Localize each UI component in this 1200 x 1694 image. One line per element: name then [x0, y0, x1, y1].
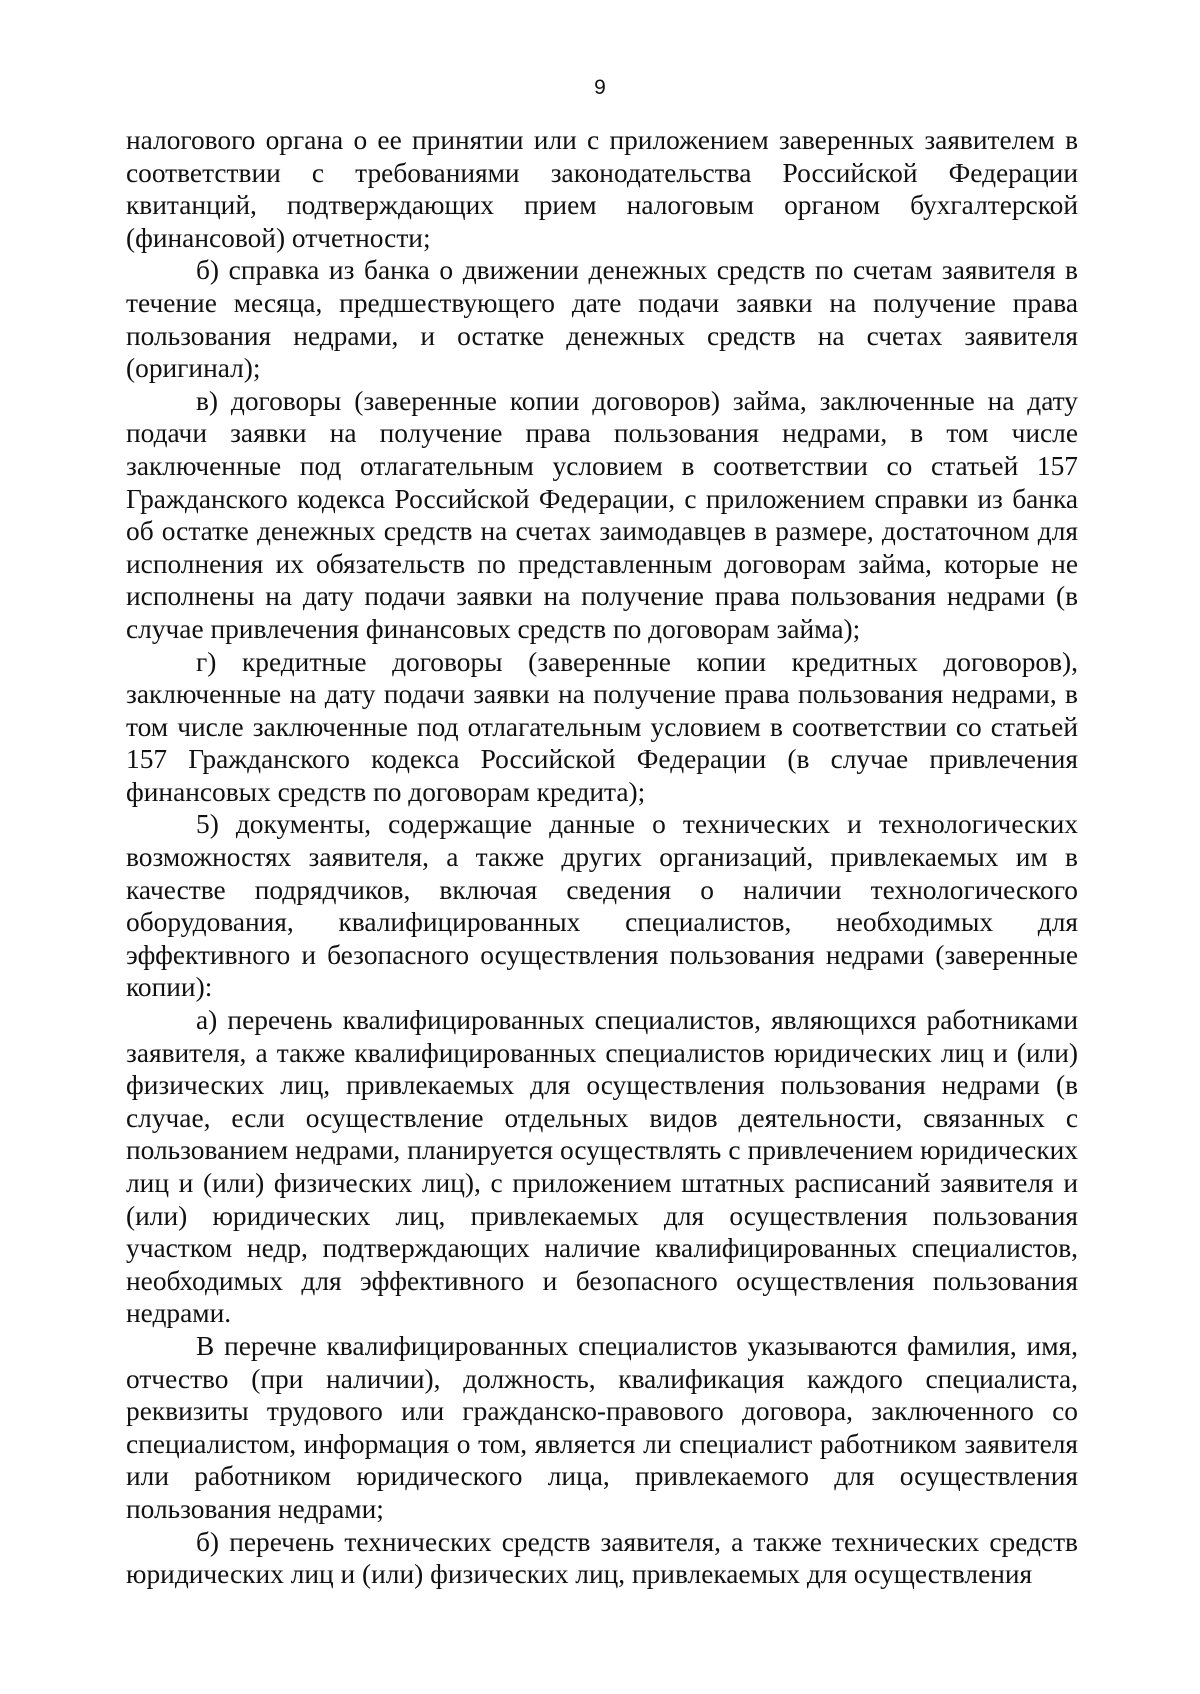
page-number: 9 [594, 76, 606, 99]
paragraph-item-b-technical-means: б) перечень технических средств заявителя, а также технических средств юридических лиц и (или) физических лиц, привлекаемых для осуществления [126, 1526, 1078, 1590]
paragraph-item-5-technical-documents: 5) документы, содержащие данные о технических и технологических возможностях заявителя, а также других организаций, привлекаемых им в качестве подрядчиков, включая сведения о наличии технологического оборудования, квалифицированных специалистов, необходимых для эффективного и безопасного осуществления пользования недрами (заверенные копии): [126, 809, 1078, 1003]
paragraph-item-b-bank-statement: б) справка из банка о движении денежных средств по счетам заявителя в течение месяца, предшествующего дате подачи заявки на получение права пользования недрами, и остатке денежных средств на счетах заявителя (оригинал); [126, 255, 1078, 384]
document-body [126, 124, 1078, 1591]
paragraph-continuation: налогового органа о ее принятии или с приложением заверенных заявителем в соответствии с требованиями законодательства Российской Федерации квитанций, подтверждающих прием налоговым органом бухгалтерской (финансовой) отчетности; [126, 125, 1078, 253]
paragraph-item-v-loan-agreements: в) договоры (заверенные копии договоров) займа, заключенные на дату подачи заявки на получение права пользования недрами, в том числе заключенные под отлагательным условием в соответствии со статьей 157 Гражданского кодекса Российской Федерации, с приложением справки из банка об остатке денежных средств на счетах заимодавцев в размере, достаточном для исполнения их обязательств по представленным договорам займа, которые не исполнены на дату подачи заявки на получение права пользования недрами (в случае привлечения финансовых средств по договорам займа); [126, 385, 1078, 644]
paragraph-item-a-specialists-list: а) перечень квалифицированных специалистов, являющихся работниками заявителя, а также квалифицированных специалистов юридических лиц и (или) физических лиц, привлекаемых для осуществления пользования недрами (в случае, если осуществление отдельных видов деятельности, связанных с пользованием недрами, планируется осуществлять с привлечением юридических лиц и (или) физических лиц), с приложением штатных расписаний заявителя и (или) юридических лиц, привлекаемых для осуществления пользования участком недр, подтверждающих наличие квалифицированных специалистов, необходимых для эффективного и безопасного осуществления пользования недрами. [126, 1005, 1078, 1329]
paragraph-item-g-credit-agreements: г) кредитные договоры (заверенные копии кредитных договоров), заключенные на дату подачи заявки на получение права пользования недрами, в том числе заключенные под отлагательным условием в соответствии со статьей 157 Гражданского кодекса Российской Федерации (в случае привлечения финансовых средств по договорам кредита); [126, 646, 1078, 807]
paragraph-specialists-details: В перечне квалифицированных специалистов указываются фамилия, имя, отчество (при наличии), должность, квалификация каждого специалиста, реквизиты трудового или гражданско-правового договора, заключенного со специалистом, информация о том, является ли специалист работником заявителя или работником юридического лица, привлекаемого для осуществления пользования недрами; [126, 1330, 1078, 1524]
